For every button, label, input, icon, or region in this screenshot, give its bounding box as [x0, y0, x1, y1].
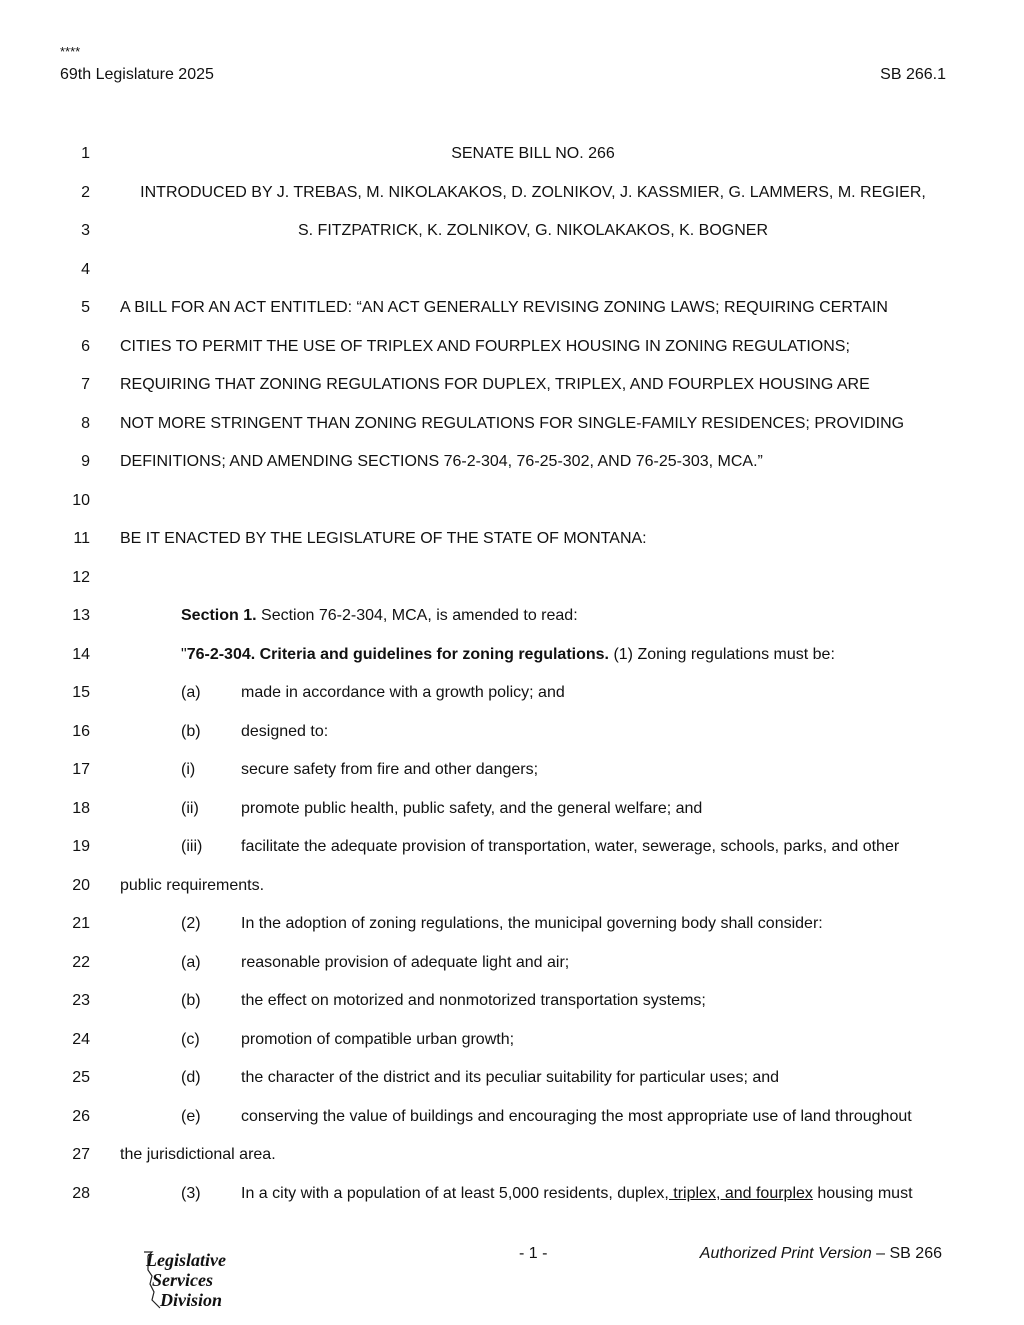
item-label: (3): [181, 1184, 201, 1202]
line-text: [120, 415, 946, 433]
line-number: 12: [72, 568, 90, 586]
line-content: reasonable provision of adequate light and air;: [241, 953, 570, 971]
line-number: 9: [81, 453, 90, 470]
line-content: Section 76-2-304, MCA, is amended to read:: [256, 607, 578, 624]
line-content: the jurisdictional area.: [120, 1146, 276, 1163]
bill-id: SB 266.1: [880, 66, 946, 83]
page-number: - 1 -: [519, 1245, 548, 1262]
line-number: 19: [72, 838, 90, 855]
line-content: DEFINITIONS; AND AMENDING SECTIONS 76-2-304, 76-25-302, AND 76-25-303, MCA.”: [120, 453, 763, 470]
line-number: 3: [81, 222, 90, 239]
logo-line-1: Legislative: [146, 1250, 226, 1270]
bill-line: [0, 905, 1024, 944]
line-text: [120, 145, 946, 163]
bill-line: [0, 328, 1024, 367]
logo-line-3: Division: [160, 1290, 223, 1310]
line-number: 17: [72, 761, 90, 778]
line-text: [181, 723, 946, 741]
item-label: (b): [181, 992, 201, 1009]
print-version-rest: – SB 266: [871, 1245, 942, 1262]
line-text: [181, 646, 946, 664]
line-content: designed to:: [241, 722, 329, 740]
line-content: the effect on motorized and nonmotorized transportation systems;: [241, 992, 706, 1009]
line-content: promote public health, public safety, and the general welfare; and: [241, 799, 703, 817]
line-number: 15: [72, 684, 90, 701]
bill-line: [0, 751, 1024, 790]
line-content: A BILL FOR AN ACT ENTITLED: “AN ACT GENERALLY REVISING ZONING LAWS; REQUIRING CERTAIN: [120, 299, 888, 316]
line-number: 20: [72, 876, 90, 894]
line-number: 1: [81, 145, 90, 162]
bill-line: [0, 636, 1024, 675]
line-text: [120, 338, 946, 356]
line-number: 22: [72, 953, 90, 971]
item-label: (iii): [181, 838, 203, 855]
line-number: 5: [81, 299, 90, 316]
bill-line: [0, 405, 1024, 444]
line-content: facilitate the adequate provision of transportation, water, sewerage, schools, parks, and other: [241, 838, 900, 855]
bill-line: [0, 597, 1024, 636]
bill-line: [0, 713, 1024, 752]
item-label: (c): [181, 1030, 200, 1048]
line-content: the character of the district and its peculiar suitability for particular uses; and: [241, 1069, 780, 1086]
bill-line: [0, 1098, 1024, 1137]
bill-line: [0, 867, 1024, 906]
header-stars: ****: [60, 44, 81, 59]
inserted-text: , triplex, and fourplex: [664, 1184, 813, 1202]
line-content: BE IT ENACTED BY THE LEGISLATURE OF THE STATE OF MONTANA:: [120, 530, 647, 547]
line-text: [181, 1108, 946, 1126]
line-number: 14: [72, 645, 90, 663]
line-number: 6: [81, 337, 90, 355]
line-content: NOT MORE STRINGENT THAN ZONING REGULATIONS FOR SINGLE-FAMILY RESIDENCES; PROVIDING: [120, 414, 905, 432]
line-text: [181, 992, 946, 1010]
bill-line: [0, 366, 1024, 405]
bill-line: [0, 174, 1024, 213]
line-text: [181, 761, 946, 779]
bill-line: [0, 1175, 1024, 1214]
bill-line: [0, 135, 1024, 174]
line-number: 4: [81, 260, 90, 278]
item-label: (a): [181, 684, 201, 701]
bill-line: [0, 1136, 1024, 1175]
bill-line: [0, 289, 1024, 328]
line-content: secure safety from fire and other dangers;: [241, 761, 539, 778]
bill-line: [0, 1059, 1024, 1098]
bill-line: [0, 790, 1024, 829]
bill-line: [0, 944, 1024, 983]
line-number: 25: [72, 1069, 90, 1086]
line-content: CITIES TO PERMIT THE USE OF TRIPLEX AND FOURPLEX HOUSING IN ZONING REGULATIONS;: [120, 337, 850, 355]
line-number: 8: [81, 414, 90, 432]
line-content-tail: housing must: [812, 1184, 913, 1202]
line-text: [181, 800, 946, 818]
line-content: public requirements.: [120, 876, 265, 894]
line-number: 26: [72, 1107, 90, 1125]
quote-mark: ": [181, 645, 187, 663]
line-number: 13: [72, 607, 90, 624]
line-number: 10: [72, 491, 90, 509]
line-content: SENATE BILL NO. 266: [451, 145, 615, 162]
line-text: [120, 453, 946, 471]
bill-line: [0, 443, 1024, 482]
line-number: 27: [72, 1146, 90, 1163]
line-text: [120, 376, 946, 394]
line-content: In a city with a population of at least 5,000 residents, duplex: [241, 1184, 665, 1202]
legislature-label: 69th Legislature 2025: [60, 66, 214, 83]
line-text: [181, 607, 946, 625]
line-number: 2: [81, 183, 90, 201]
line-text: [181, 1185, 946, 1203]
line-text: [120, 299, 946, 317]
lsd-logo: [138, 1248, 248, 1312]
line-content: REQUIRING THAT ZONING REGULATIONS FOR DUPLEX, TRIPLEX, AND FOURPLEX HOUSING ARE: [120, 376, 870, 393]
item-label: (d): [181, 1069, 201, 1086]
bill-line: [0, 212, 1024, 251]
line-number: 23: [72, 992, 90, 1009]
bill-line: [0, 828, 1024, 867]
line-number: 18: [72, 799, 90, 817]
bill-line: [0, 982, 1024, 1021]
bill-text: [0, 135, 1024, 1213]
item-label: (i): [181, 761, 196, 778]
line-number: 28: [72, 1184, 90, 1202]
line-text: [181, 1069, 946, 1087]
line-number: 7: [81, 376, 90, 393]
print-version: [700, 1245, 942, 1263]
bill-line: [0, 674, 1024, 713]
item-label: (ii): [181, 799, 199, 817]
line-content: (1) Zoning regulations must be:: [609, 645, 835, 663]
line-text: [120, 222, 946, 240]
section-heading: Section 1.: [181, 607, 257, 624]
section-heading: 76-2-304. Criteria and guidelines for zoning regulations.: [186, 645, 609, 663]
line-content: S. FITZPATRICK, K. ZOLNIKOV, G. NIKOLAKAKOS, K. BOGNER: [297, 222, 769, 239]
logo-line-2: Services: [152, 1270, 213, 1290]
bill-line: [0, 1021, 1024, 1060]
line-text: [120, 1146, 946, 1164]
bill-line: [0, 251, 1024, 290]
line-text: [120, 530, 946, 548]
line-text: [181, 915, 946, 933]
line-text: [181, 684, 946, 702]
item-label: (a): [181, 953, 201, 971]
line-text: [181, 838, 946, 856]
bill-line: [0, 520, 1024, 559]
line-number: 16: [72, 722, 90, 740]
item-label: (b): [181, 722, 201, 740]
line-text: [181, 954, 946, 972]
print-version-italic: Authorized Print Version: [699, 1245, 872, 1262]
line-number: 21: [72, 915, 90, 932]
line-number: 24: [72, 1030, 90, 1048]
item-label: (2): [181, 915, 201, 932]
line-content: conserving the value of buildings and encouraging the most appropriate use of land throughout: [241, 1107, 912, 1125]
line-text: [181, 1031, 946, 1049]
item-label: (e): [181, 1107, 201, 1125]
line-content: promotion of compatible urban growth;: [241, 1030, 515, 1048]
line-text: [120, 877, 946, 895]
bill-line: [0, 482, 1024, 521]
line-content: In the adoption of zoning regulations, the municipal governing body shall consider:: [241, 915, 823, 932]
line-content: INTRODUCED BY J. TREBAS, M. NIKOLAKAKOS, D. ZOLNIKOV, J. KASSMIER, G. LAMMERS, M. REGIER,: [140, 183, 926, 201]
bill-line: [0, 559, 1024, 598]
line-number: 11: [73, 530, 90, 547]
line-text: [120, 184, 946, 202]
line-content: made in accordance with a growth policy; and: [241, 684, 565, 701]
